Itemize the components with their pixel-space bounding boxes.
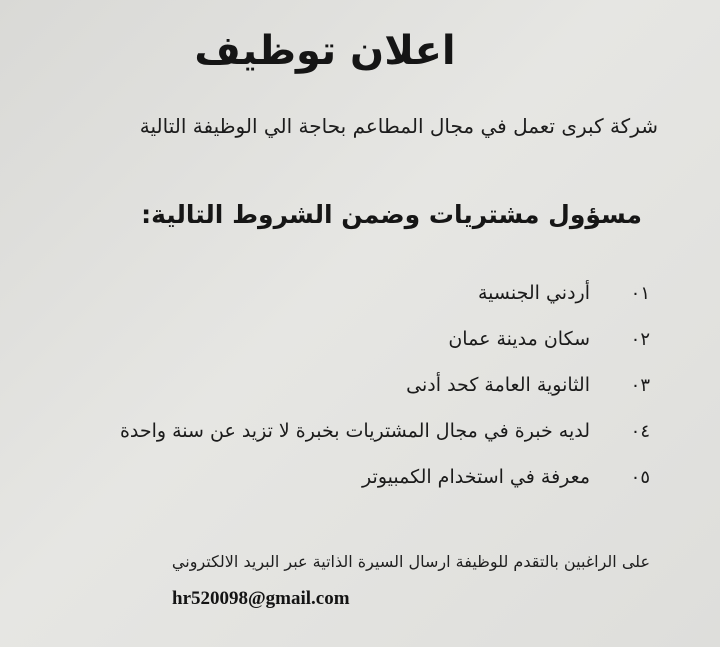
condition-item: [120, 454, 650, 500]
announcement-title: اعلان توظيف: [194, 28, 456, 74]
condition-text: معرفة في استخدام الكمبيوتر: [362, 466, 590, 488]
condition-item: [120, 408, 650, 454]
company-description: شركة كبرى تعمل في مجال المطاعم بحاجة الي الوظيفة التالية: [139, 114, 658, 138]
condition-number: ٠٢: [630, 328, 650, 350]
condition-item: [120, 316, 650, 362]
condition-text: أردني الجنسية: [477, 282, 590, 304]
condition-number: ٠٤: [630, 420, 650, 442]
condition-item: [120, 270, 650, 316]
condition-text: الثانوية العامة كحد أدنى: [406, 374, 590, 396]
contact-email: hr520098@gmail.com: [172, 588, 350, 609]
position-heading: مسؤول مشتريات وضمن الشروط التالية:: [141, 200, 642, 229]
conditions-list: [120, 270, 650, 500]
condition-number: ٠٣: [630, 374, 650, 396]
condition-text: سكان مدينة عمان: [448, 328, 590, 350]
condition-number: ٠٥: [630, 466, 650, 488]
condition-number: ٠١: [630, 282, 650, 304]
condition-text: لديه خبرة في مجال المشتريات بخبرة لا تزيد عن سنة واحدة: [119, 420, 590, 442]
condition-item: [120, 362, 650, 408]
application-instruction: على الراغبين بالتقدم للوظيفة ارسال السيرة الذاتية عبر البريد الالكتروني: [171, 552, 650, 571]
